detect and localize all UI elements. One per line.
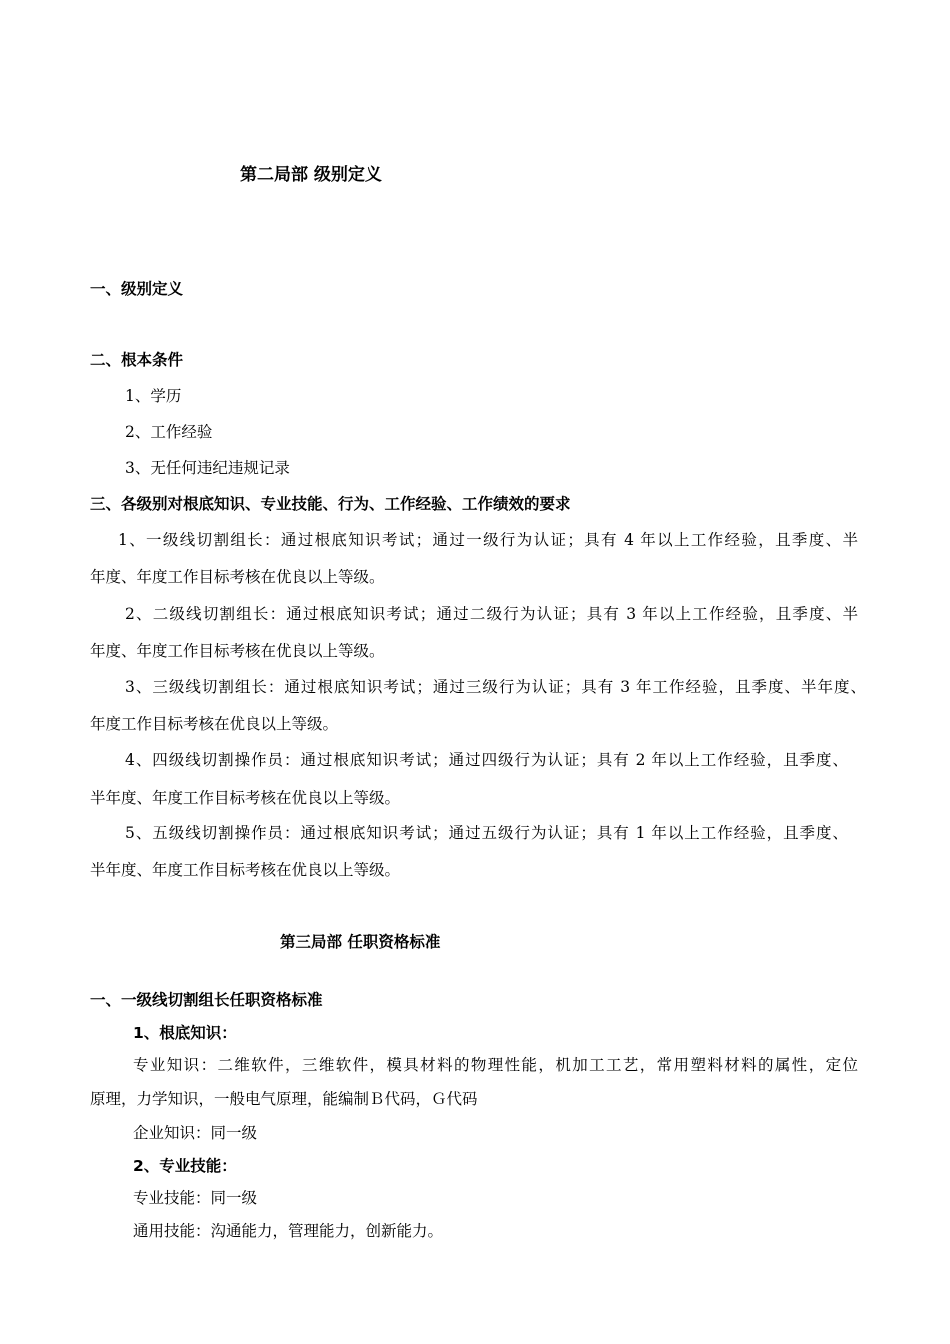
requirement-level3-line1: 3、三级线切割组长：通过根底知识考试；通过三级行为认证；具有 3 年工作经验，且季度、半年度、 xyxy=(125,678,866,696)
requirement-level3-line2: 年度工作目标考核在优良以上等级。 xyxy=(90,715,339,733)
condition-no-violation: 3、无任何违纪违规记录 xyxy=(125,459,290,477)
subsection-basic-knowledge: 1、根底知识： xyxy=(133,1024,237,1042)
condition-education: 1、学历 xyxy=(125,387,182,405)
section-level-requirements: 三、各级别对根底知识、专业技能、行为、工作经验、工作绩效的要求 xyxy=(90,495,571,513)
subsection-professional-skills: 2、专业技能： xyxy=(133,1157,237,1175)
requirement-level1-line1: 1、一级线切割组长：通过根底知识考试；通过一级行为认证；具有 4 年以上工作经验，且季度、半 xyxy=(118,531,858,549)
part3-title: 第三局部 任职资格标准 xyxy=(280,933,441,951)
requirement-level1-line2: 年度、年度工作目标考核在优良以上等级。 xyxy=(90,568,385,586)
requirement-level5-line1: 5、五级线切割操作员：通过根底知识考试；通过五级行为认证；具有 1 年以上工作经验，且季度、 xyxy=(125,824,848,842)
part2-title: 第二局部 级别定义 xyxy=(240,165,382,185)
condition-work-experience: 2、工作经验 xyxy=(125,423,213,441)
requirement-level4-line1: 4、四级线切割操作员：通过根底知识考试；通过四级行为认证；具有 2 年以上工作经验，且季度、 xyxy=(125,751,848,769)
company-knowledge: 企业知识：同一级 xyxy=(133,1124,258,1142)
requirement-level2-line1: 2、二级线切割组长：通过根底知识考试；通过二级行为认证；具有 3 年以上工作经验，且季度、半 xyxy=(125,605,858,623)
professional-knowledge-line1: 专业知识：二维软件，三维软件，模具材料的物理性能，机加工工艺，常用塑料材料的属性，定位 xyxy=(133,1056,858,1074)
section-level1-leader-standard: 一、一级线切割组长任职资格标准 xyxy=(90,991,323,1009)
requirement-level2-line2: 年度、年度工作目标考核在优良以上等级。 xyxy=(90,642,385,660)
general-skills: 通用技能：沟通能力，管理能力，创新能力。 xyxy=(133,1222,444,1240)
section-level-definition: 一、级别定义 xyxy=(90,280,184,298)
section-basic-conditions: 二、根本条件 xyxy=(90,351,184,369)
professional-skills: 专业技能：同一级 xyxy=(133,1189,258,1207)
requirement-level5-line2: 半年度、年度工作目标考核在优良以上等级。 xyxy=(90,861,401,879)
professional-knowledge-line2: 原理，力学知识，一般电气原理，能编制Ｂ代码，Ｇ代码 xyxy=(90,1090,478,1108)
requirement-level4-line2: 半年度、年度工作目标考核在优良以上等级。 xyxy=(90,789,401,807)
